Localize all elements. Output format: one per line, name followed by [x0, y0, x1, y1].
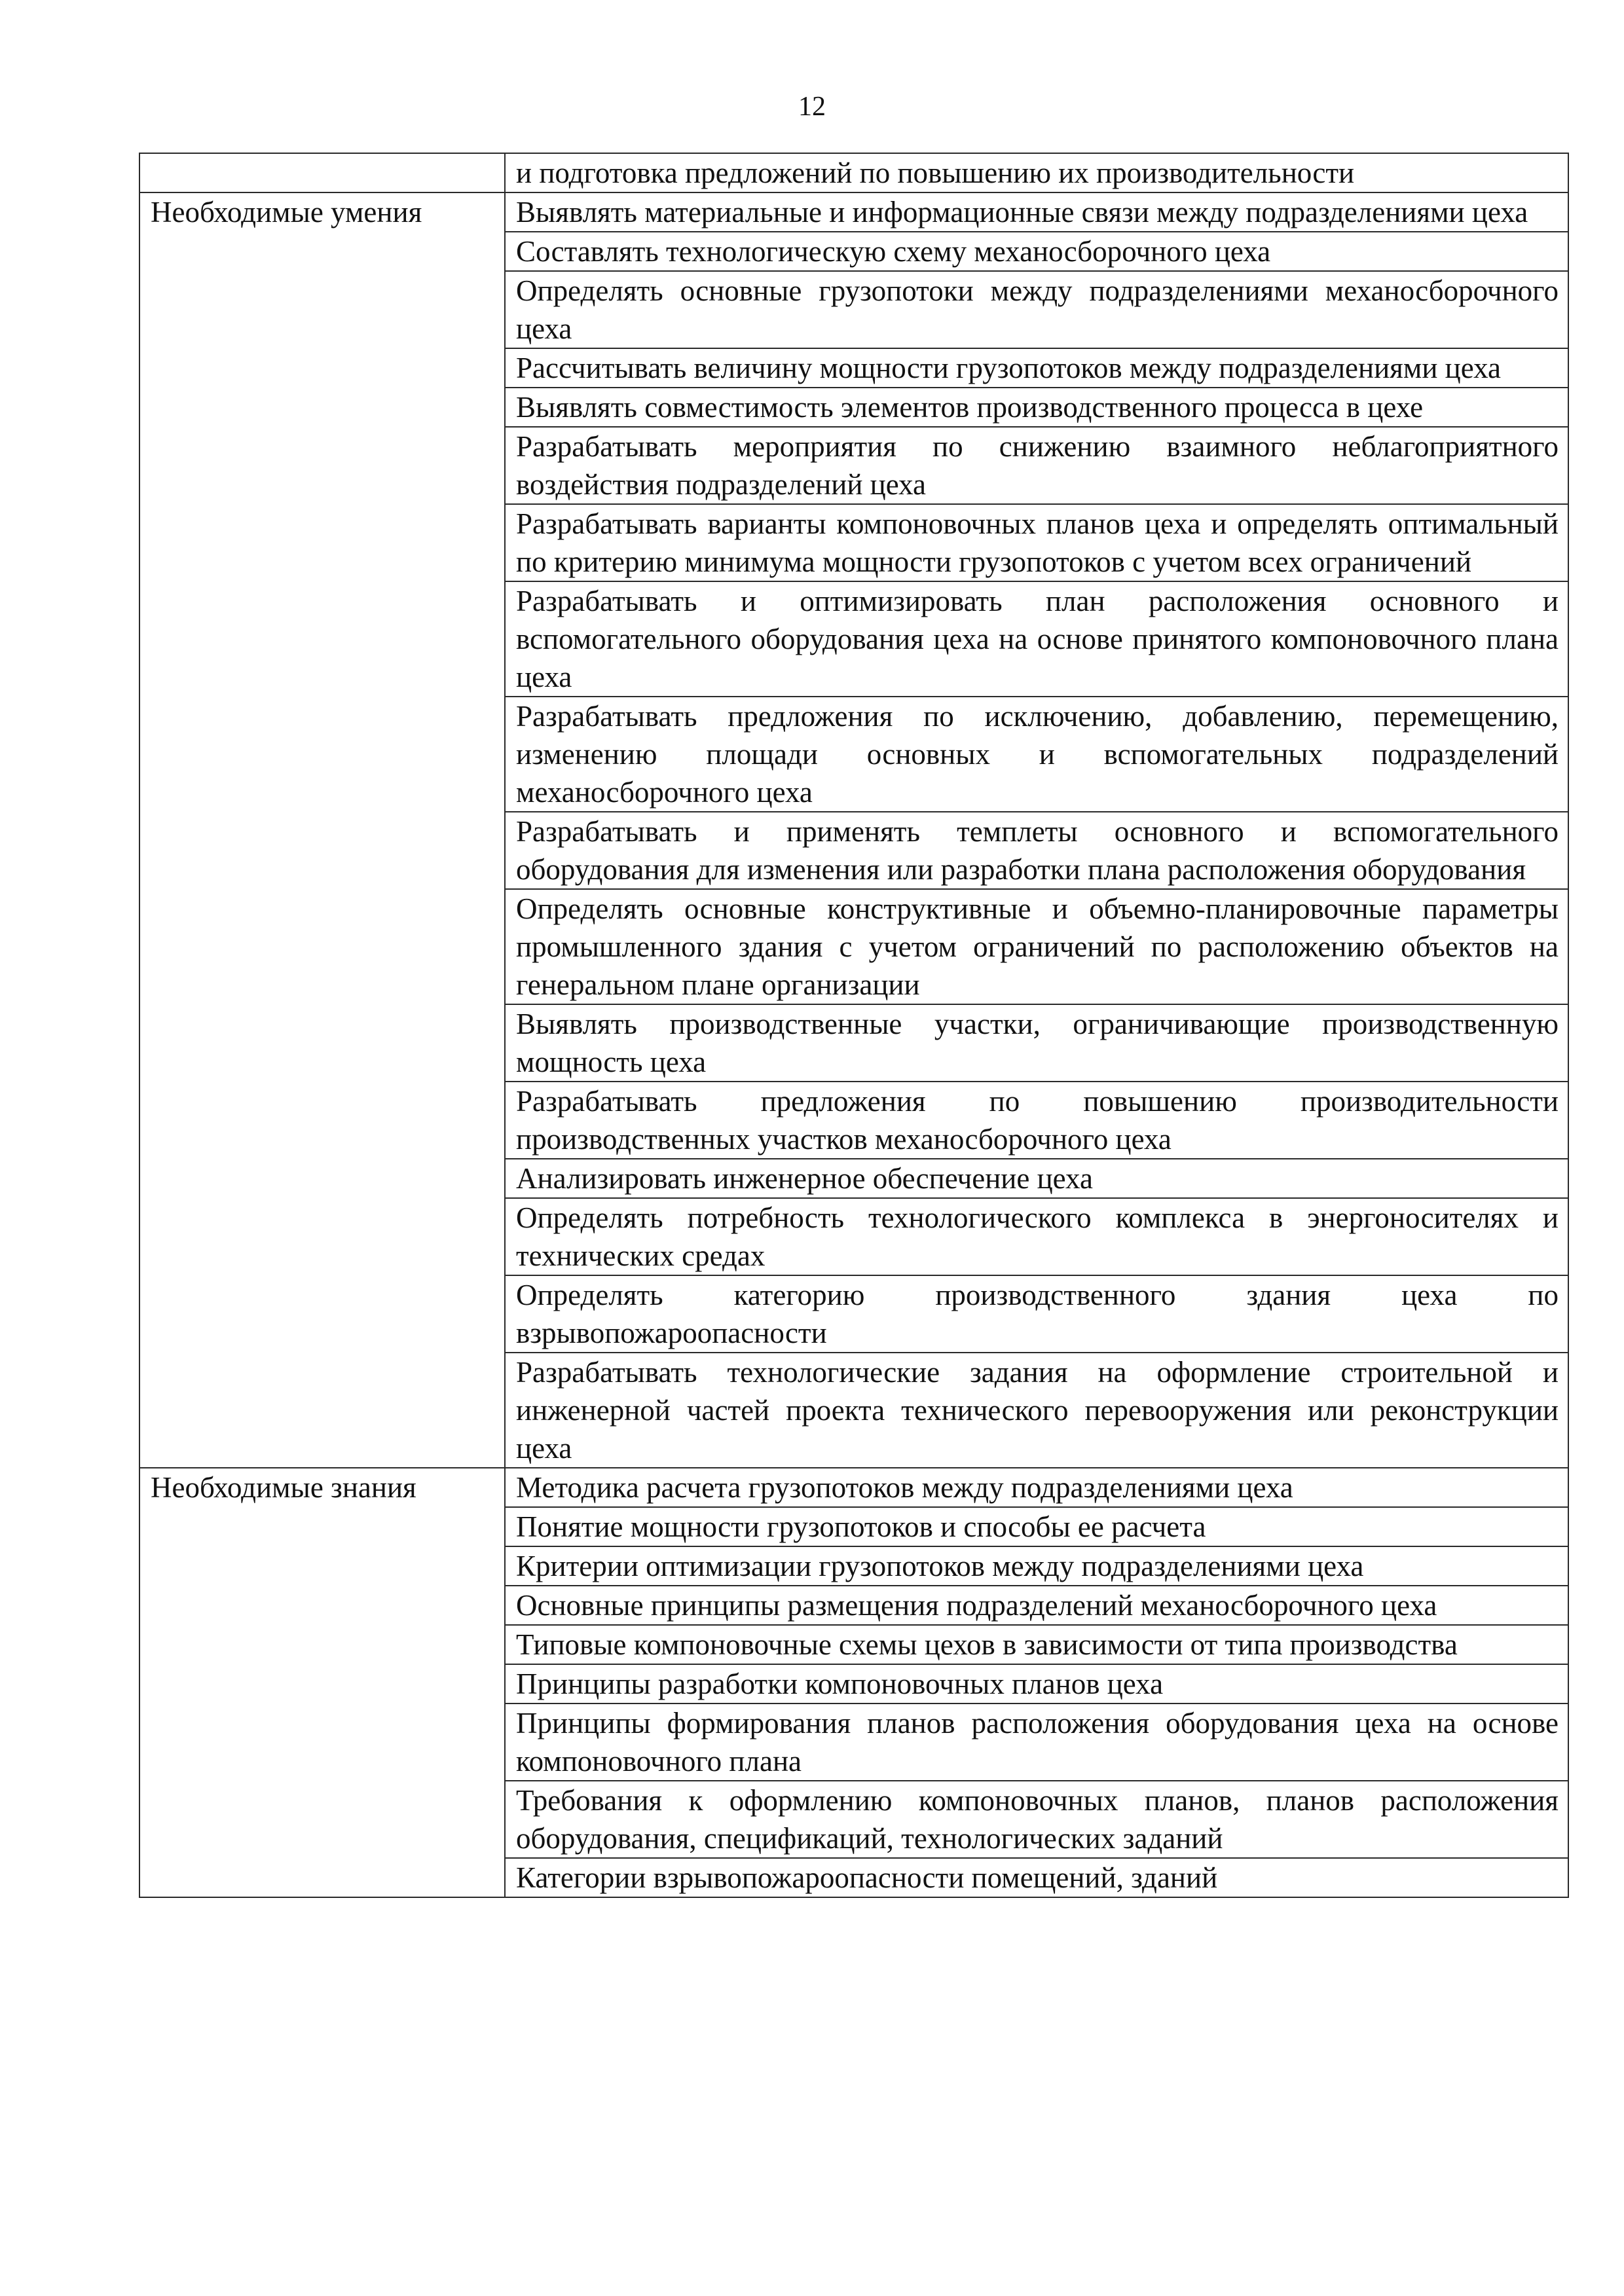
skills-item: Разрабатывать предложения по исключению, добавлению, перемещению, изменению площади основных и вспомогательных подразделений механосборочного цеха [505, 697, 1568, 812]
table-row-knowledge [139, 1468, 1568, 1507]
skills-item: Разрабатывать и применять темплеты основного и вспомогательного оборудования для изменения или разработки плана расположения оборудования [505, 812, 1568, 889]
knowledge-item: Требования к оформлению компоновочных планов, планов расположения оборудования, спецификаций, технологических заданий [505, 1781, 1568, 1858]
knowledge-item: Принципы разработки компоновочных планов цеха [505, 1664, 1568, 1704]
page-number: 12 [798, 92, 826, 122]
knowledge-item: Принципы формирования планов расположения оборудования цеха на основе компоновочного плана [505, 1704, 1568, 1781]
requirements-table [139, 153, 1569, 1898]
knowledge-item: Основные принципы размещения подразделений механосборочного цеха [505, 1586, 1568, 1625]
skills-item: Рассчитывать величину мощности грузопотоков между подразделениями цеха [505, 348, 1568, 388]
skills-item: Разрабатывать технологические задания на оформление строительной и инженерной частей проекта технического перевооружения или реконструкции цеха [505, 1353, 1568, 1468]
skills-item: Определять основные конструктивные и объемно-планировочные параметры промышленного здания с учетом ограничений по расположению объектов на генеральном плане организации [505, 889, 1568, 1004]
skills-item: Разрабатывать варианты компоновочных планов цеха и определять оптимальный по критерию минимума мощности грузопотоков с учетом всех ограничений [505, 504, 1568, 581]
requirements-table-body [139, 153, 1568, 1897]
skills-item: Выявлять производственные участки, ограничивающие производственную мощность цеха [505, 1004, 1568, 1082]
skills-item: Выявлять совместимость элементов производственного процесса в цехе [505, 388, 1568, 427]
skills-item: Составлять технологическую схему механосборочного цеха [505, 232, 1568, 271]
knowledge-section-label: Необходимые знания [139, 1468, 505, 1897]
skills-item: Разрабатывать предложения по повышению производительности производственных участков механосборочного цеха [505, 1082, 1568, 1159]
skills-item: Определять категорию производственного здания цеха по взрывопожароопасности [505, 1275, 1568, 1353]
skills-item: Анализировать инженерное обеспечение цеха [505, 1159, 1568, 1198]
skills-section-label: Необходимые умения [139, 192, 505, 1468]
continuation-item-cell: и подготовка предложений по повышению их производительности [505, 153, 1568, 192]
skills-item: Разрабатывать и оптимизировать план расположения основного и вспомогательного оборудования цеха на основе принятого компоновочного плана цеха [505, 581, 1568, 697]
knowledge-item: Методика расчета грузопотоков между подразделениями цеха [505, 1468, 1568, 1507]
skills-item: Определять основные грузопотоки между подразделениями механосборочного цеха [505, 271, 1568, 348]
continuation-label-cell [139, 153, 505, 192]
knowledge-item: Критерии оптимизации грузопотоков между подразделениями цеха [505, 1546, 1568, 1586]
knowledge-item: Категории взрывопожароопасности помещений, зданий [505, 1858, 1568, 1897]
knowledge-item: Типовые компоновочные схемы цехов в зависимости от типа производства [505, 1625, 1568, 1664]
table-row-continuation [139, 153, 1568, 192]
skills-item: Выявлять материальные и информационные связи между подразделениями цеха [505, 192, 1568, 232]
skills-item: Определять потребность технологического комплекса в энергоносителях и технических средах [505, 1198, 1568, 1275]
skills-item: Разрабатывать мероприятия по снижению взаимного неблагоприятного воздействия подразделений цеха [505, 427, 1568, 504]
table-row-skills [139, 192, 1568, 232]
knowledge-item: Понятие мощности грузопотоков и способы ее расчета [505, 1507, 1568, 1546]
